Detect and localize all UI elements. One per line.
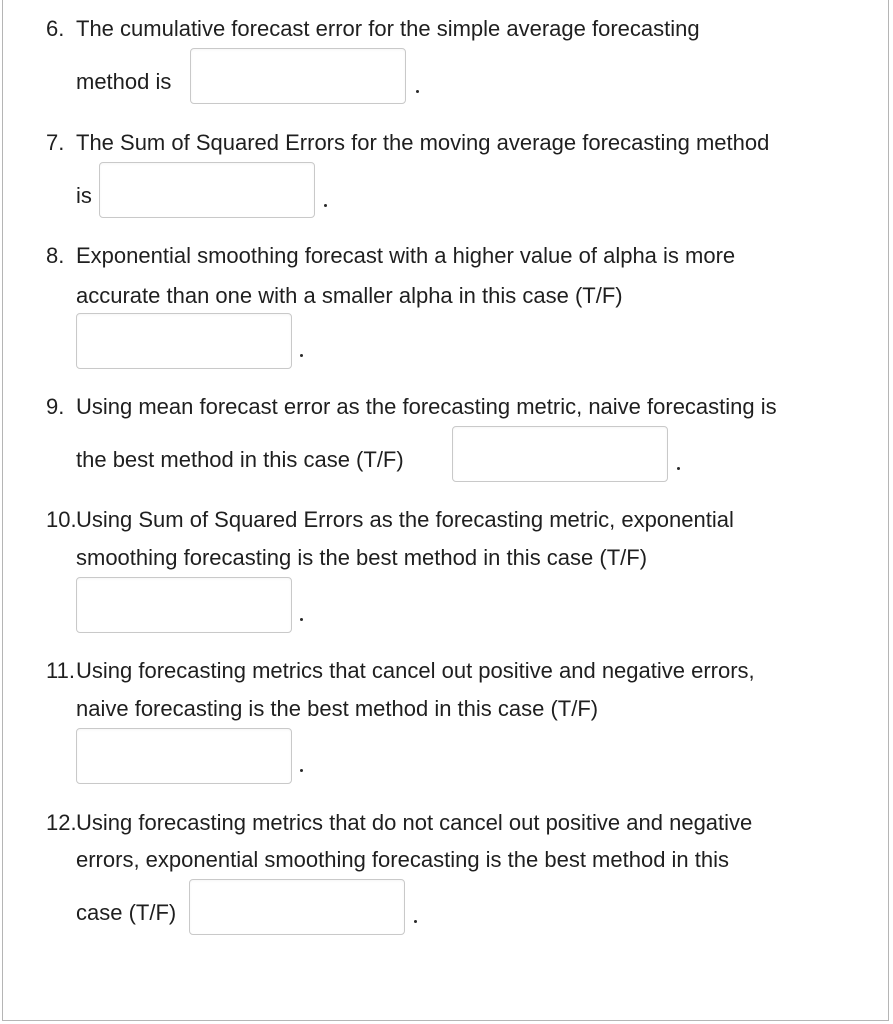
question-number: 11.: [46, 658, 75, 683]
question-text-line: Using mean forecast error as the forecasting metric, naive forecasting is: [76, 394, 777, 419]
question-text-line: Using forecasting metrics that cancel out positive and negative errors,: [76, 658, 755, 683]
answer-input-q8[interactable]: [76, 313, 292, 369]
period-mark: [677, 467, 680, 470]
question-prefix: is: [76, 183, 92, 208]
period-mark: [300, 618, 303, 621]
answer-input-q12[interactable]: [189, 879, 405, 935]
question-prefix: the best method in this case (T/F): [76, 447, 404, 472]
question-number: 9.: [46, 394, 65, 419]
answer-input-q6[interactable]: [190, 48, 406, 104]
question-number: 10.: [46, 507, 77, 532]
period-mark: [300, 354, 303, 357]
question-text-line: Using Sum of Squared Errors as the forecasting metric, exponential: [76, 507, 734, 532]
answer-input-q9[interactable]: [452, 426, 668, 482]
period-mark: [324, 204, 327, 207]
question-text-line: The Sum of Squared Errors for the moving average forecasting method: [76, 130, 770, 155]
question-text-line: The cumulative forecast error for the simple average forecasting: [76, 16, 700, 41]
question-text-line: Using forecasting metrics that do not cancel out positive and negative: [76, 810, 753, 835]
period-mark: [414, 920, 417, 923]
period-mark: [416, 90, 419, 93]
answer-input-q11[interactable]: [76, 728, 292, 784]
question-prefix: method is: [76, 69, 172, 94]
question-text-line: errors, exponential smoothing forecasting is the best method in this: [76, 847, 730, 872]
question-prefix: case (T/F): [76, 900, 177, 925]
question-number: 7.: [46, 130, 65, 155]
question-number: 6.: [46, 16, 65, 41]
question-number: 12.: [46, 810, 77, 835]
question-text-line: accurate than one with a smaller alpha in this case (T/F): [76, 283, 623, 308]
question-text-line: smoothing forecasting is the best method in this case (T/F): [76, 545, 648, 570]
period-mark: [300, 769, 303, 772]
question-number: 8.: [46, 243, 65, 268]
question-text-line: naive forecasting is the best method in this case (T/F): [76, 696, 599, 721]
answer-input-q10[interactable]: [76, 577, 292, 633]
question-text-line: Exponential smoothing forecast with a higher value of alpha is more: [76, 243, 736, 268]
answer-input-q7[interactable]: [99, 162, 315, 218]
